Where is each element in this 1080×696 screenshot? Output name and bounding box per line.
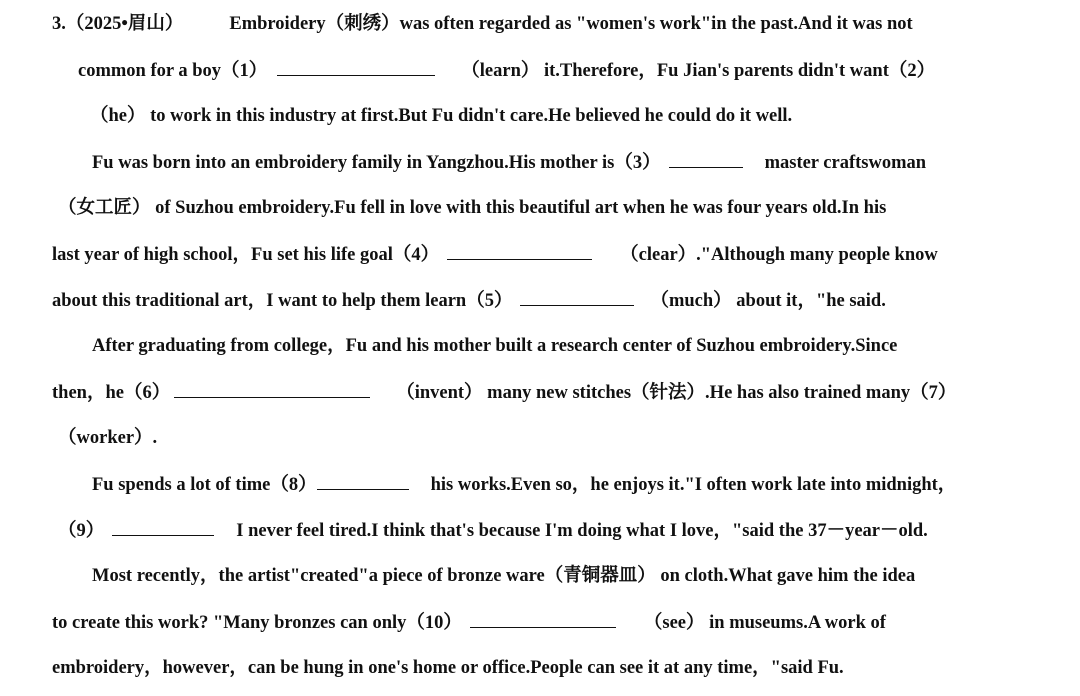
line-10 <box>58 423 157 453</box>
line-2 <box>78 55 935 85</box>
text-segment: master craftswoman <box>764 153 927 173</box>
line-9 <box>52 377 956 407</box>
text-segment: （女工匠） of Suzhou embroidery.Fu fell in love with this beautiful art when he was four years old.In his <box>58 198 887 218</box>
text-segment: Embroidery（刺绣）was often regarded as "women's work"in the past.And it was not <box>229 14 913 34</box>
text-segment: After graduating from college，Fu and his mother built a research center of Suzhou embroidery.Since <box>92 336 898 356</box>
text-segment: （worker）. <box>58 428 158 448</box>
line-12 <box>58 515 928 545</box>
text-segment: （invent） many new stitches（针法）.He has also trained many（7） <box>396 383 957 403</box>
answer-blank-8[interactable] <box>317 469 409 490</box>
answer-blank-4[interactable] <box>447 239 592 260</box>
line-7 <box>52 285 886 315</box>
line-13 <box>92 561 915 591</box>
text-segment: Fu spends a lot of time（8） <box>92 475 317 495</box>
line-15 <box>52 653 844 683</box>
text-segment: last year of high school，Fu set his life goal（4） <box>52 245 440 265</box>
line-14 <box>52 607 886 637</box>
line-8 <box>92 331 897 361</box>
line-6 <box>52 239 938 269</box>
text-segment: then，he（6） <box>52 383 171 403</box>
text-segment: about this traditional art，I want to help them learn（5） <box>52 291 513 311</box>
text-segment: （clear）."Although many people know <box>620 245 938 265</box>
line-3 <box>90 101 792 131</box>
text-segment: （much） about it，"he said. <box>650 291 886 311</box>
text-segment: I never feel tired.I think that's because I'm doing what I love，"said the 37－year－old. <box>236 521 928 541</box>
answer-blank-5[interactable] <box>520 285 634 306</box>
text-segment: common for a boy（1） <box>78 61 268 81</box>
text-segment: his works.Even so，he enjoys it."I often work late into midnight， <box>430 475 957 495</box>
answer-blank-3[interactable] <box>669 147 743 168</box>
text-segment: to create this work? "Many bronzes can only（10） <box>52 613 462 633</box>
answer-blank-10[interactable] <box>470 607 616 628</box>
text-segment: （see） in museums.A work of <box>643 613 886 633</box>
text-segment: （learn） it.Therefore，Fu Jian's parents didn't want（2） <box>461 61 936 81</box>
question-number: 3.（2025•眉山） <box>52 14 184 34</box>
text-segment: （9） <box>58 521 105 541</box>
text-segment: Most recently，the artist"created"a piece of bronze ware（青铜器皿） on cloth.What gave him the idea <box>92 566 916 586</box>
line-1 <box>52 9 913 39</box>
answer-blank-1[interactable] <box>277 55 435 76</box>
line-5 <box>58 193 886 223</box>
line-4 <box>92 147 926 177</box>
text-segment: （he） to work in this industry at first.But Fu didn't care.He believed he could do it well. <box>90 106 793 126</box>
line-11 <box>92 469 956 499</box>
answer-blank-6[interactable] <box>174 377 370 398</box>
text-segment: Fu was born into an embroidery family in Yangzhou.His mother is（3） <box>92 153 661 173</box>
text-segment: embroidery，however，can be hung in one's home or office.People can see it at any time，"said Fu. <box>52 658 844 678</box>
answer-blank-9[interactable] <box>112 515 214 536</box>
